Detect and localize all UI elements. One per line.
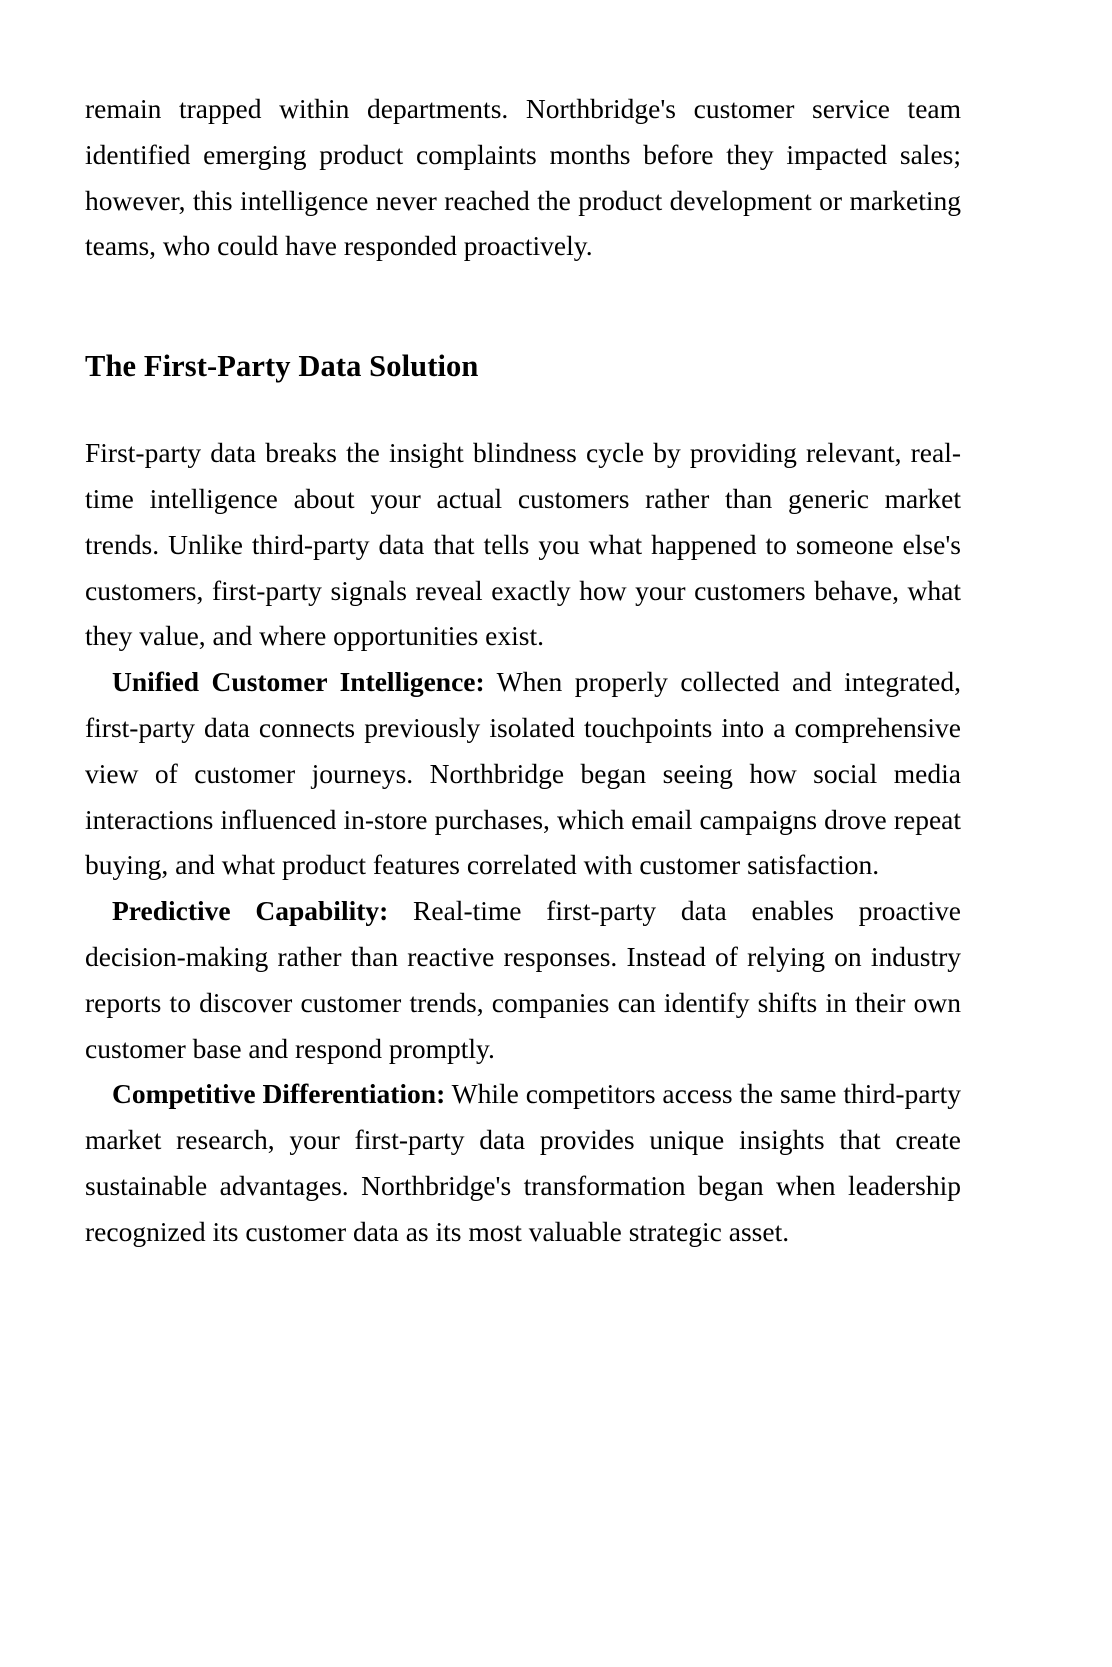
paragraph-body-predictive-capability: Real-time first-party data enables proactive decision-making rather than reactive responses. Instead of relying on industry reports to discover customer trends, companies can identify shifts in their own customer base and respond promptly. <box>85 895 961 1064</box>
paragraph-competitive-differentiation <box>85 1071 961 1254</box>
section-heading: The First-Party Data Solution <box>85 349 479 384</box>
paragraph-body-unified-customer-intelligence: When properly collected and integrated, first-party data connects previously isolated touchpoints into a comprehensive view of customer journeys. Northbridge began seeing how social media interactions influenced in-store purchases, which email campaigns drove repeat buying, and what product features correlated with customer satisfaction. <box>85 666 961 881</box>
lead-in-predictive-capability: Predictive Capability: <box>112 895 389 927</box>
heading-top-spacer <box>85 269 961 347</box>
lead-in-unified-customer-intelligence: Unified Customer Intelligence: <box>112 666 485 698</box>
paragraph-first-party-intro: First-party data breaks the insight blindness cycle by providing relevant, real-time intelligence about your actual customers rather than generic market trends. Unlike third-party data that tells you what happened to someone else's customers, first-party signals reveal exactly how your customers behave, what they value, and where opportunities exist. <box>85 437 961 652</box>
page-text-column <box>85 86 961 1255</box>
paragraph-continuation: remain trapped within departments. Northbridge's customer service team identified emerging product complaints months before they impacted sales; however, this intelligence never reached the product development or marketing teams, who could have responded proactively. <box>85 93 961 262</box>
heading-bottom-spacer <box>85 385 961 430</box>
paragraph-unified-customer-intelligence <box>85 659 961 888</box>
paragraph-predictive-capability <box>85 888 961 1071</box>
paragraph-body-competitive-differentiation: While competitors access the same third-party market research, your first-party data provides unique insights that create sustainable advantages. Northbridge's transformation began when leadership recognized its customer data as its most valuable strategic asset. <box>85 1078 961 1247</box>
lead-in-competitive-differentiation: Competitive Differentiation: <box>112 1078 446 1110</box>
